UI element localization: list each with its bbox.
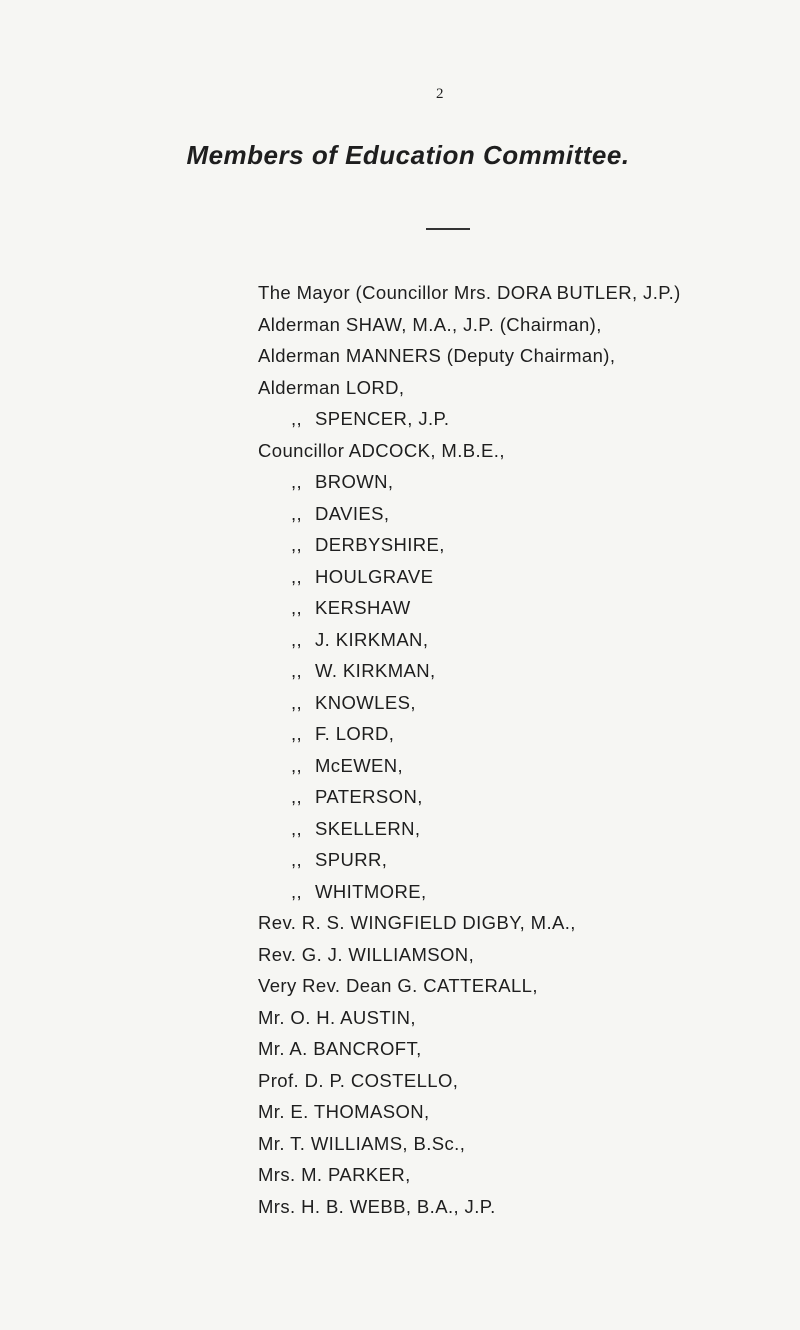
member-name: Mr. E. THOMASON, — [258, 1101, 430, 1122]
member-name: Alderman SHAW, M.A., J.P. (Chairman), — [258, 313, 602, 335]
member-row — [258, 309, 788, 341]
member-row — [258, 1128, 788, 1160]
member-name: F. LORD, — [315, 723, 395, 744]
ditto-mark: ,, — [291, 817, 303, 839]
member-name: J. KIRKMAN, — [315, 628, 429, 650]
ditto-mark: ,, — [291, 502, 303, 524]
member-row — [258, 1159, 788, 1191]
title-divider — [426, 228, 470, 230]
member-name: Alderman LORD, — [258, 376, 405, 398]
member-name: Very Rev. Dean G. CATTERALL, — [258, 975, 538, 996]
member-row — [258, 1096, 788, 1128]
member-row — [258, 529, 788, 561]
member-row — [258, 939, 788, 971]
member-row — [258, 844, 788, 876]
member-name: HOULGRAVE — [315, 565, 434, 587]
ditto-mark: ,, — [291, 408, 303, 429]
member-row — [258, 466, 788, 498]
member-name: Rev. G. J. WILLIAMSON, — [258, 943, 475, 965]
member-name: KERSHAW — [315, 597, 411, 618]
member-name: Mr. T. WILLIAMS, B.Sc., — [258, 1132, 466, 1154]
member-row — [258, 1002, 788, 1034]
member-row — [258, 624, 788, 656]
member-row — [258, 718, 788, 750]
member-row — [258, 907, 788, 939]
member-name: BROWN, — [315, 471, 394, 492]
ditto-mark: ,, — [291, 849, 303, 870]
member-name: SKELLERN, — [315, 817, 421, 839]
member-row — [258, 1191, 788, 1223]
member-name: Mrs. M. PARKER, — [258, 1164, 411, 1185]
ditto-mark: ,, — [291, 786, 303, 807]
page-title: Members of Education Committee. — [186, 140, 630, 170]
ditto-mark: ,, — [291, 723, 303, 744]
ditto-mark: ,, — [291, 597, 303, 618]
member-row — [258, 372, 788, 404]
member-row — [258, 592, 788, 624]
member-name: PATERSON, — [315, 786, 423, 807]
ditto-mark: ,, — [291, 628, 303, 650]
member-row — [258, 781, 788, 813]
member-row — [258, 403, 788, 435]
member-row — [258, 687, 788, 719]
member-name: Rev. R. S. WINGFIELD DIGBY, M.A., — [258, 912, 576, 933]
member-name: SPENCER, J.P. — [315, 408, 450, 429]
member-name: DERBYSHIRE, — [315, 534, 445, 555]
member-row — [258, 561, 788, 593]
member-name: W. KIRKMAN, — [315, 660, 436, 681]
ditto-mark: ,, — [291, 534, 303, 555]
member-row — [258, 435, 788, 467]
ditto-mark: ,, — [291, 754, 303, 776]
member-name: Mrs. H. B. WEBB, B.A., J.P. — [258, 1195, 496, 1217]
member-name: The Mayor (Councillor Mrs. DORA BUTLER, J.P.) — [258, 282, 681, 303]
ditto-mark: ,, — [291, 471, 303, 492]
member-name: Councillor ADCOCK, M.B.E., — [258, 439, 505, 461]
member-row — [258, 277, 788, 309]
member-name: Alderman MANNERS (Deputy Chairman), — [258, 345, 616, 366]
member-name: Mr. O. H. AUSTIN, — [258, 1006, 416, 1028]
member-name: McEWEN, — [315, 754, 404, 776]
ditto-mark: ,, — [291, 691, 303, 713]
member-row — [258, 340, 788, 372]
member-name: Prof. D. P. COSTELLO, — [258, 1069, 459, 1091]
member-row — [258, 1033, 788, 1065]
show-through-top — [470, 60, 488, 134]
ditto-mark: ,, — [291, 880, 303, 902]
member-row — [258, 876, 788, 908]
member-name: KNOWLES, — [315, 691, 416, 713]
page-number: 2 — [436, 86, 444, 102]
member-list — [258, 277, 788, 1222]
member-name: WHITMORE, — [315, 880, 427, 902]
ditto-mark: ,, — [291, 660, 303, 681]
member-row — [258, 750, 788, 782]
member-name: Mr. A. BANCROFT, — [258, 1038, 422, 1059]
member-name: SPURR, — [315, 849, 388, 870]
ditto-mark: ,, — [291, 565, 303, 587]
member-name: DAVIES, — [315, 502, 390, 524]
member-row — [258, 970, 788, 1002]
member-row — [258, 813, 788, 845]
member-row — [258, 655, 788, 687]
member-row — [258, 498, 788, 530]
member-row — [258, 1065, 788, 1097]
